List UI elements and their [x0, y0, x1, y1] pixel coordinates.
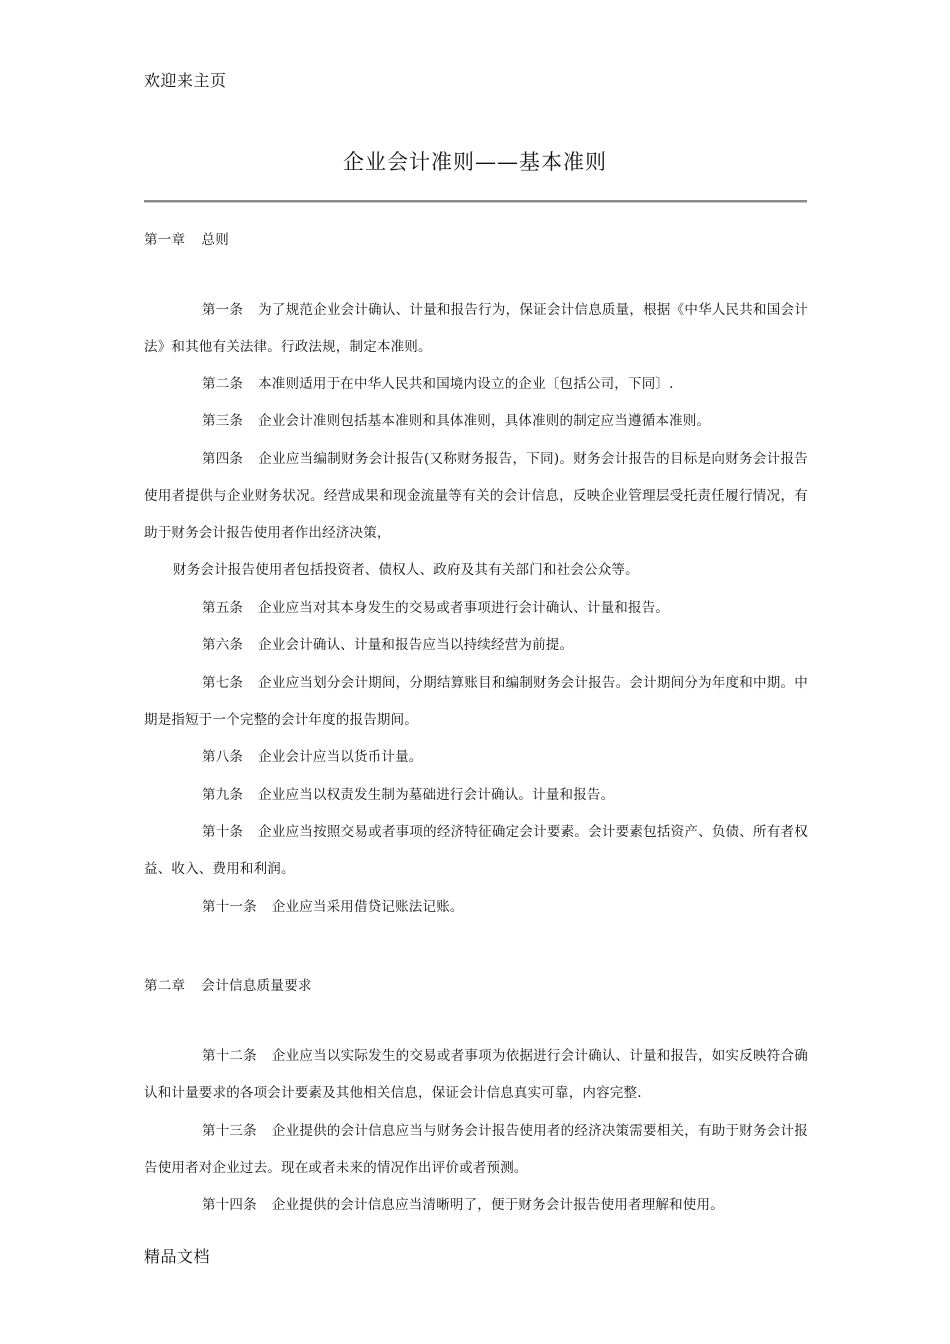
article-paragraph [144, 627, 808, 664]
article-number: 第十三条 [202, 1123, 257, 1139]
chapter-number: 第一章 [144, 232, 186, 248]
article-text: 企业提供的会计信息应当清晰明了，便于财务会计报告使用者理解和使用。 [271, 1197, 724, 1213]
article-number: 第二条 [202, 376, 244, 392]
article-text: 企业应当按照交易或者事项的经济特征确定会计要素。会计要素包括资产、负债、所有者权益、收入、费用和利润。 [144, 824, 808, 877]
article-paragraph [144, 1187, 808, 1224]
article-number: 第六条 [202, 637, 244, 653]
chapter-number: 第二章 [144, 978, 186, 994]
page-footer: 精品文档 [144, 1247, 211, 1266]
article-text: 企业应当采用借贷记账法记账。 [271, 899, 464, 915]
page-header: 欢迎来主页 [144, 71, 227, 90]
article-paragraph [144, 739, 808, 776]
article-paragraph [144, 552, 808, 589]
article-number: 第十二条 [202, 1048, 257, 1064]
article-number: 第八条 [202, 749, 244, 765]
article-number: 第十四条 [202, 1197, 257, 1213]
article-paragraph [144, 889, 808, 926]
article-number: 第十条 [202, 824, 244, 840]
chapter-heading [144, 228, 229, 248]
article-number: 第九条 [202, 787, 244, 803]
article-number: 第七条 [202, 675, 244, 691]
document-title: 企业会计准则——基本准则 [343, 150, 607, 174]
chapter-title: 会计信息质量要求 [201, 978, 312, 994]
article-paragraph [144, 777, 808, 814]
article-text: 为了规范企业会计确认、计量和报告行为，保证会计信息质量，根据《中华人民共和国会计法》和其他有关法律。行政法规，制定本准则。 [144, 302, 808, 355]
article-text: 企业会计确认、计量和报告应当以持续经营为前提。 [258, 637, 574, 653]
article-text: 本准则适用于在中华人民共和国境内设立的企业〔包括公司，下同〕. [258, 376, 674, 392]
article-paragraph [144, 441, 808, 552]
article-text: 企业应当编制财务会计报告(又称财务报告，下同)。财务会计报告的目标是向财务会计报告使用者提供与企业财务状况。经营成果和现金流量等有关的会计信息，反映企业管理层受托责任履行情况，有助于财务会计报告使用者作出经济决策， [144, 451, 808, 541]
chapter-heading [144, 974, 312, 994]
title-divider [144, 200, 807, 203]
article-text: 企业应当划分会计期间，分期结算账目和编制财务会计报告。会计期间分为年度和中期。中期是指短于一个完整的会计年度的报告期间。 [144, 675, 808, 728]
article-text: 企业提供的会计信息应当与财务会计报告使用者的经济决策需要相关，有助于财务会计报告使用者对企业过去。现在或者未来的情况作出评价或者预测。 [144, 1123, 808, 1176]
article-text: 财务会计报告使用者包括投资者、债权人、政府及其有关部门和社会公众等。 [173, 562, 639, 578]
article-text: 企业会计准则包括基本准则和具体准则，具体准则的制定应当遵循本准则。 [258, 413, 711, 429]
article-paragraph [144, 665, 808, 739]
article-paragraph [144, 1113, 808, 1187]
article-paragraph [144, 366, 808, 403]
article-paragraph [144, 403, 808, 440]
article-paragraph [144, 292, 808, 366]
article-text: 企业应当对其本身发生的交易或者事项进行会计确认、计量和报告。 [258, 600, 670, 616]
article-paragraph [144, 590, 808, 627]
article-number: 第五条 [202, 600, 244, 616]
article-number: 第一条 [202, 302, 244, 318]
article-text: 企业应当以实际发生的交易或者事项为依据进行会计确认、计量和报告，如实反映符合确认和计量要求的各项会计要素及其他相关信息，保证会计信息真实可靠，内容完整. [144, 1048, 808, 1101]
article-text: 企业会计应当以货币计量。 [258, 749, 423, 765]
article-number: 第三条 [202, 413, 244, 429]
article-text: 企业应当以权责发生制为墓础进行会计确认。计量和报告。 [258, 787, 615, 803]
article-number: 第十一条 [202, 899, 257, 915]
article-paragraph [144, 1038, 808, 1112]
chapter-title: 总则 [201, 232, 230, 248]
article-paragraph [144, 814, 808, 888]
article-number: 第四条 [202, 451, 244, 467]
